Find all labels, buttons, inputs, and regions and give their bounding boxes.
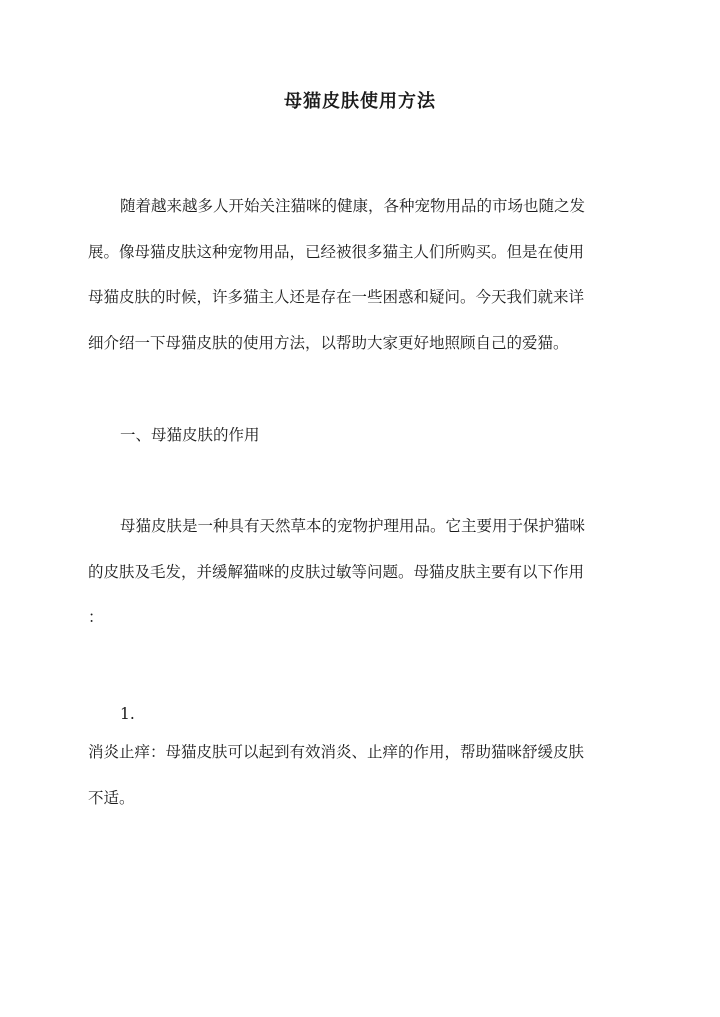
section-heading-text: 一、母猫皮肤的作用: [120, 426, 260, 444]
document-title: 母猫皮肤使用方法: [284, 91, 436, 112]
intro-line-4: 细介绍一下母猫皮肤的使用方法，以帮助大家更好地照顾自己的爱猫。: [88, 333, 569, 352]
section-paragraph: [88, 504, 636, 641]
section-heading: [88, 413, 636, 459]
section-line-1: 母猫皮肤是一种具有天然草本的宠物护理用品。它主要用于保护猫咪: [120, 517, 586, 535]
list-item-number-text: 1.: [120, 705, 135, 723]
list-item-paragraph: [88, 730, 636, 821]
list-item-line-1: 消炎止痒：母猫皮肤可以起到有效消炎、止痒的作用，帮助猫咪舒缓皮肤: [88, 743, 585, 761]
list-item-line-2: 不适。: [88, 788, 135, 807]
intro-line-2: 展。像母猫皮肤这种宠物用品，已经被很多猫主人们所购买。但是在使用: [88, 242, 585, 261]
intro-line-3: 母猫皮肤的时候，许多猫主人还是存在一些困惑和疑问。今天我们就来详: [88, 288, 585, 306]
intro-line-1: 随着越来越多人开始关注猫咪的健康，各种宠物用品的市场也随之发: [120, 197, 586, 215]
section-line-3: ：: [88, 608, 104, 626]
section-line-2: 的皮肤及毛发，并缓解猫咪的皮肤过敏等问题。母猫皮肤主要有以下作用: [88, 562, 585, 581]
intro-paragraph: [88, 184, 636, 366]
